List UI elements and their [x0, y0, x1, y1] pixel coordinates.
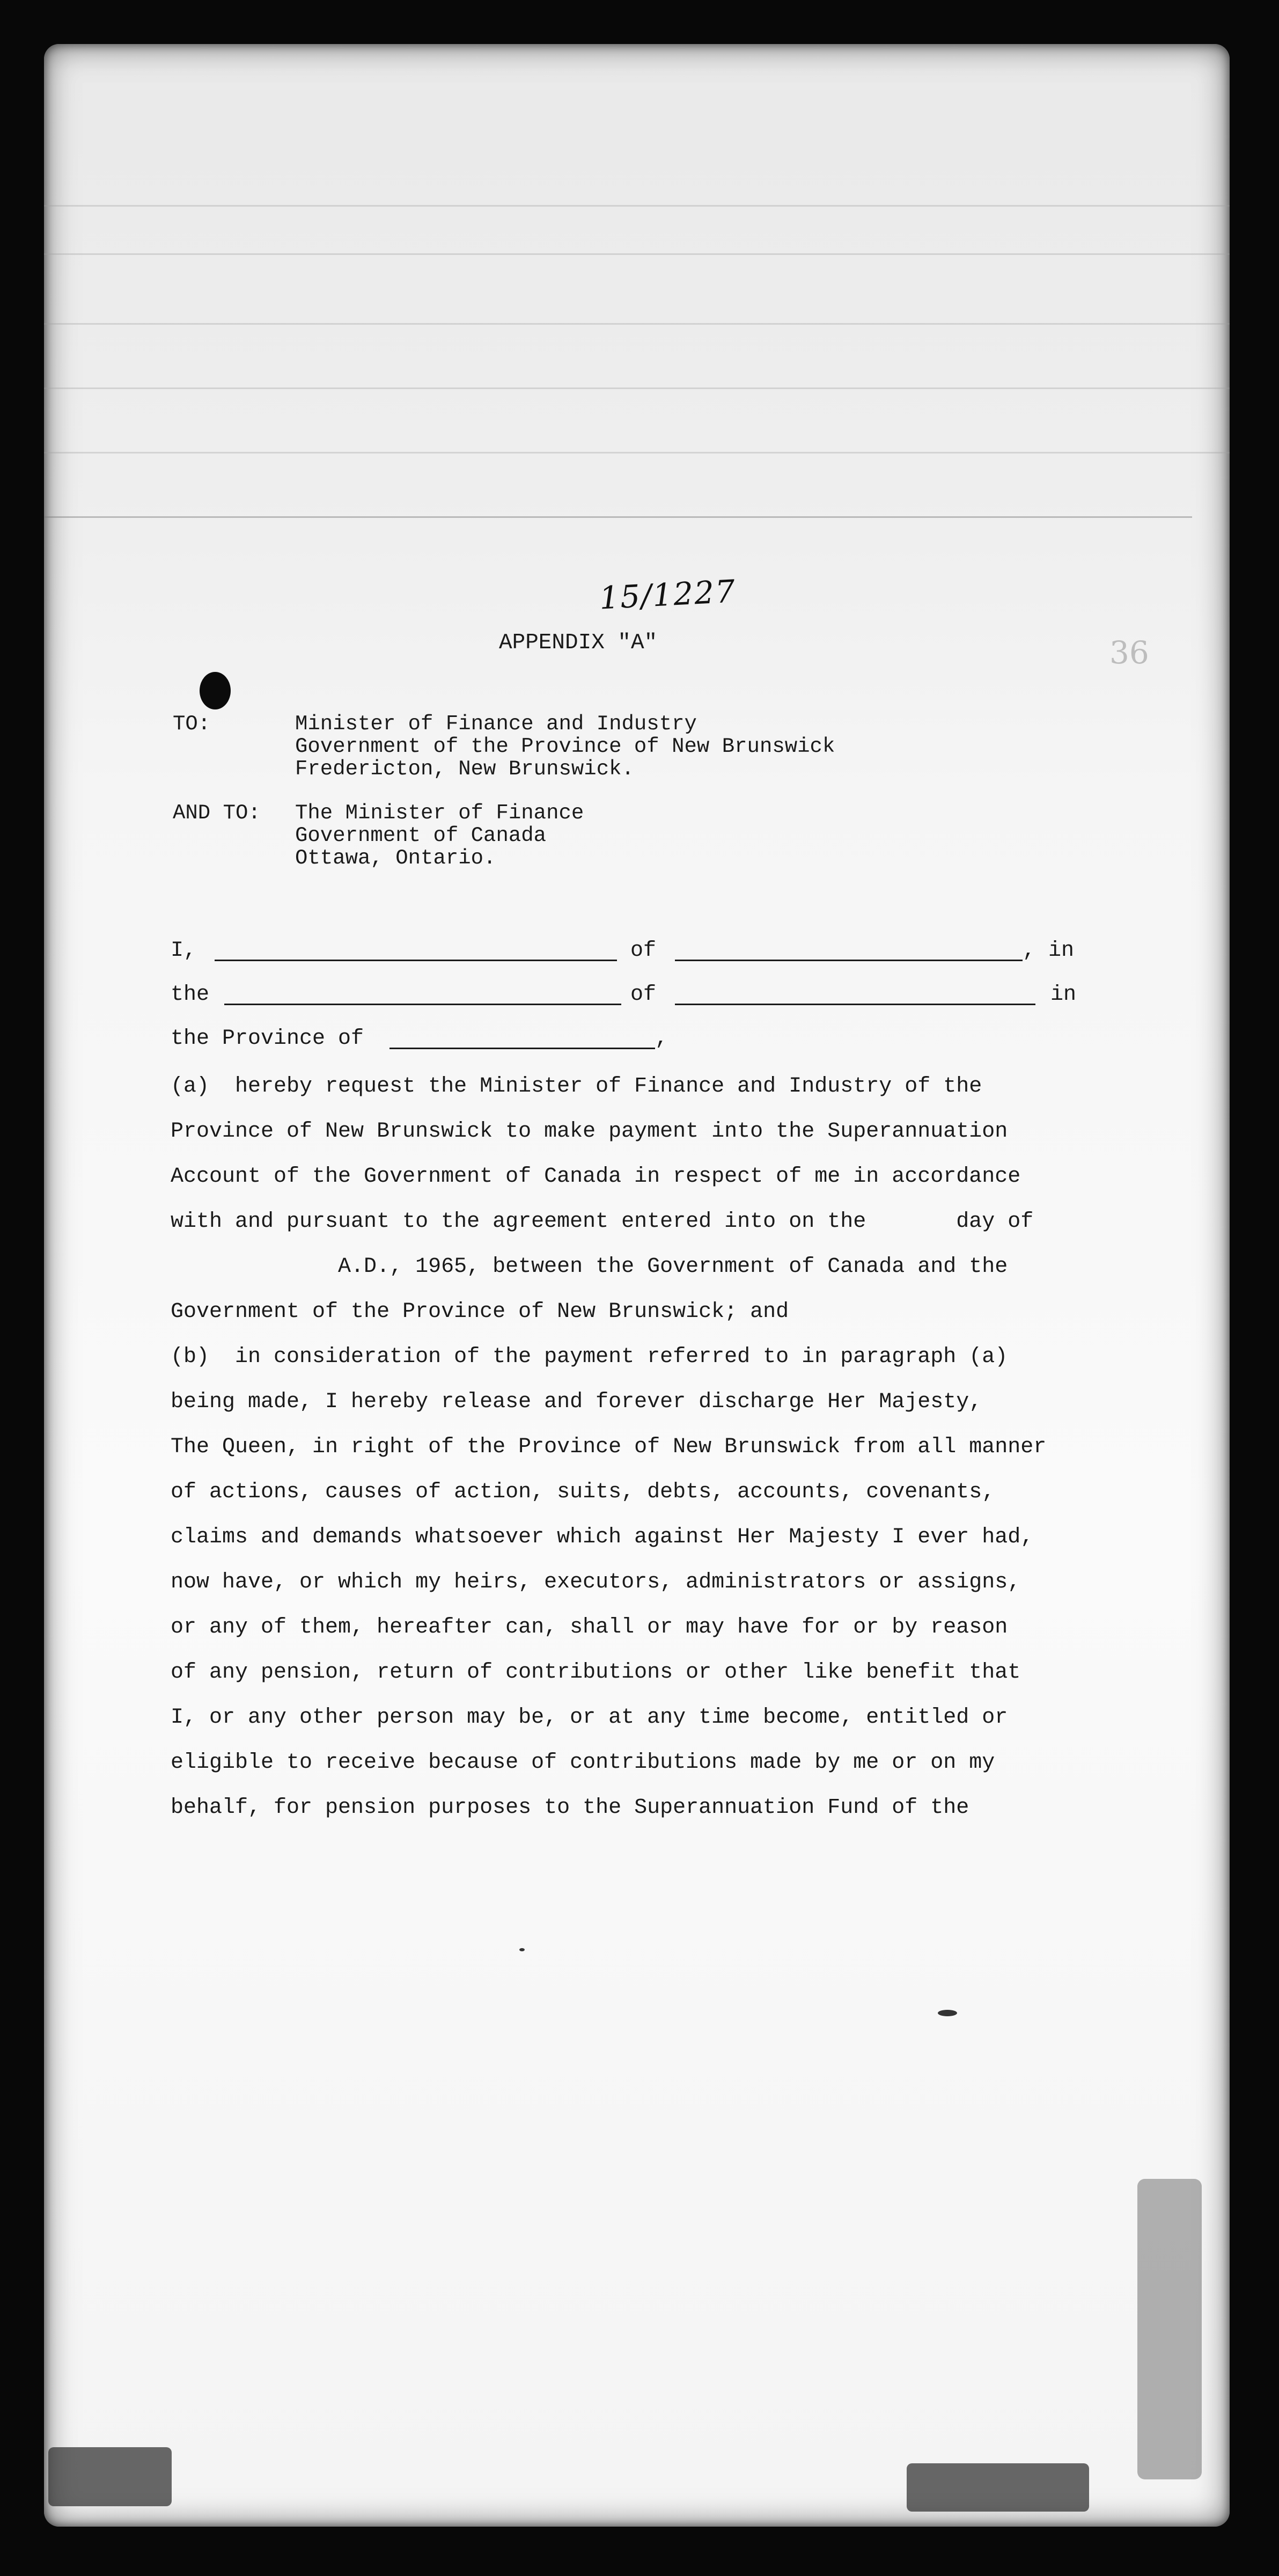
- province-blank: [389, 1048, 655, 1049]
- body-line: behalf, for pension purposes to the Superannuation Fund of the: [171, 1796, 969, 1820]
- film-damage-mark: [1137, 2179, 1202, 2479]
- ink-speck: [519, 1948, 525, 1951]
- scan-streak: [44, 205, 1230, 207]
- name-blank: [215, 960, 617, 961]
- to-label: TO:: [173, 712, 211, 736]
- punch-hole-mark: [200, 672, 231, 709]
- body-line: with and pursuant to the agreement entered into on the day of: [171, 1210, 1034, 1234]
- body-line: being made, I hereby release and forever discharge Her Majesty,: [171, 1390, 982, 1414]
- body-line: Account of the Government of Canada in respect of me in accordance: [171, 1165, 1021, 1189]
- scan-streak: [44, 323, 1230, 325]
- ink-speck: [938, 2010, 957, 2016]
- body-line: (b) in consideration of the payment referred to in paragraph (a): [171, 1345, 1008, 1369]
- form-line-3-end: ,: [655, 1027, 668, 1051]
- film-damage-mark: [48, 2447, 172, 2506]
- body-line: Province of New Brunswick to make payment into the Superannuation: [171, 1119, 1008, 1144]
- body-line: I, or any other person may be, or at any time become, entitled or: [171, 1706, 1008, 1730]
- scan-streak: [44, 253, 1230, 255]
- scan-streak: [44, 387, 1230, 389]
- form-line-1-end: , in: [1023, 939, 1075, 963]
- county-blank: [675, 1004, 1035, 1005]
- body-line: claims and demands whatsoever which against Her Majesty I ever had,: [171, 1525, 1034, 1549]
- body-line: or any of them, hereafter can, shall or may have for or by reason: [171, 1615, 1008, 1640]
- handwritten-file-number: 15/1227: [598, 573, 737, 617]
- form-line-2-start: the: [171, 983, 210, 1007]
- form-line-2-of: of: [630, 983, 657, 1007]
- document-title: APPENDIX "A": [499, 631, 658, 655]
- body-line: A.D., 1965, between the Government of Canada and the: [171, 1255, 1008, 1279]
- body-line: of any pension, return of contributions or other like benefit that: [171, 1660, 1021, 1685]
- body-line: now have, or which my heirs, executors, administrators or assigns,: [171, 1570, 1021, 1594]
- body-line: The Queen, in right of the Province of New Brunswick from all manner: [171, 1435, 1047, 1459]
- to-address-line: Government of the Province of New Brunswick: [295, 735, 835, 758]
- and-to-label: AND TO:: [173, 801, 261, 825]
- body-line: Government of the Province of New Brunswick; and: [171, 1300, 789, 1324]
- page-number: 36: [1109, 634, 1149, 671]
- municipality-blank: [224, 1004, 621, 1005]
- form-line-2-end: in: [1050, 983, 1077, 1007]
- body-line: eligible to receive because of contributions made by me or on my: [171, 1751, 995, 1775]
- form-line-1-of: of: [630, 939, 657, 963]
- address-blank: [675, 960, 1023, 961]
- body-line: of actions, causes of action, suits, debts, accounts, covenants,: [171, 1480, 995, 1504]
- to-address-line: Minister of Finance and Industry: [295, 712, 697, 736]
- film-damage-mark: [907, 2463, 1089, 2512]
- and-to-address-line: The Minister of Finance: [295, 801, 584, 825]
- form-line-1-start: I,: [171, 939, 197, 963]
- and-to-address-line: Government of Canada: [295, 824, 547, 847]
- body-line: (a) hereby request the Minister of Finance and Industry of the: [171, 1074, 982, 1099]
- to-address-line: Fredericton, New Brunswick.: [295, 757, 634, 781]
- paper-fold-edge: [44, 516, 1192, 518]
- and-to-address-line: Ottawa, Ontario.: [295, 846, 496, 870]
- form-line-3-start: the Province of: [171, 1027, 364, 1051]
- paper-sheet: [44, 44, 1230, 2527]
- scan-streak: [44, 452, 1230, 453]
